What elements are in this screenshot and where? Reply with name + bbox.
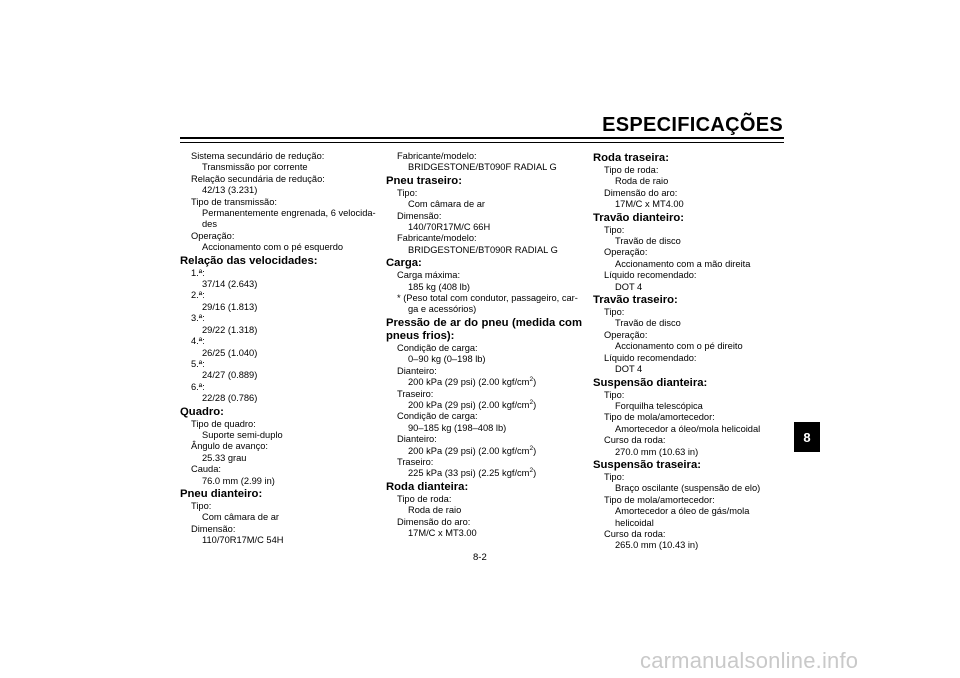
spec-label: Curso da roda: [604, 528, 666, 539]
spec-value: 265.0 mm (10.43 in) [615, 540, 699, 551]
spec-label: 4.ª: [191, 336, 205, 347]
spec-label: Condição de carga: [397, 411, 478, 422]
closing-paren: ) [533, 468, 537, 479]
spec-label: Tipo de quadro: [191, 418, 256, 429]
spec-label: Curso da roda: [604, 435, 666, 446]
spec-value: Braço oscilante (suspensão de elo) [615, 483, 761, 494]
spec-value: Accionamento com o pé esquerdo [202, 242, 344, 253]
spec-label: Traseiro: [397, 388, 434, 399]
section-heading-gear-ratios: Relação das velocidades: [180, 254, 318, 267]
spec-value: Com câmara de ar [202, 512, 279, 523]
spec-value: 76.0 mm (2.99 in) [202, 475, 275, 486]
spec-label: Operação: [604, 329, 648, 340]
spec-value: Amortecedor a óleo de gás/mola helicoidal [615, 506, 750, 528]
spec-value: 140/70R17M/C 66H [408, 222, 491, 233]
spec-value: Transmissão por corrente [202, 162, 308, 173]
spec-value: BRIDGESTONE/BT090F RADIAL G [408, 162, 557, 173]
spec-value: 37/14 (2.643) [202, 279, 258, 290]
spec-value: DOT 4 [615, 281, 643, 292]
spec-label: Líquido recomendado: [604, 270, 697, 281]
spec-value: 24/27 (0.889) [202, 370, 258, 381]
spec-label: 6.ª: [191, 381, 205, 392]
spec-label: 1.ª: [191, 267, 205, 278]
spec-value: Accionamento com o pé direito [615, 341, 743, 352]
superscript: 2 [529, 376, 534, 383]
spec-label: Ângulo de avanço: [191, 441, 269, 452]
spec-label: Tipo: [604, 471, 625, 482]
spec-column-3 [593, 151, 789, 552]
section-heading-frame: Quadro: [180, 405, 224, 418]
spec-value: 90–185 kg (198–408 lb) [408, 422, 507, 433]
closing-paren: ) [533, 377, 537, 388]
header-rule-thin [180, 142, 784, 143]
spec-label: Sistema secundário de redução: [191, 151, 325, 161]
spec-value: 270.0 mm (10.63 in) [615, 446, 699, 457]
spec-label: Tipo de mola/amortecedor: [604, 412, 715, 423]
spec-label: Dimensão: [191, 523, 236, 534]
spec-label: Dianteiro: [397, 434, 437, 445]
spec-value: Permanentemente engrenada, 6 velocida- [202, 208, 376, 219]
spec-column-2 [386, 151, 582, 539]
watermark: carmanualsonline.info [640, 648, 859, 673]
spec-column-1 [180, 151, 376, 547]
spec-label: Operação: [604, 247, 648, 258]
superscript: 2 [529, 444, 534, 452]
superscript: 2 [529, 467, 534, 475]
header-rule-thick [180, 137, 784, 139]
spec-value: 110/70R17M/C 54H [202, 535, 284, 546]
spec-value: BRIDGESTONE/BT090R RADIAL G [408, 244, 558, 255]
spec-label: Tipo: [604, 224, 625, 235]
section-heading-rear-tire: Pneu traseiro: [386, 174, 462, 187]
pressure-text: 200 kPa (29 psi) (2.00 kgf/cm [408, 399, 530, 410]
spec-value [386, 377, 582, 388]
spec-label: 3.ª: [191, 313, 205, 324]
spec-label: Fabricante/modelo: [397, 151, 477, 161]
spec-value: Roda de raio [408, 505, 462, 516]
spec-label: Tipo: [397, 187, 418, 198]
spec-label: Operação: [191, 230, 235, 241]
spec-label: Tipo de transmissão: [191, 196, 277, 207]
spec-value: 17M/C x MT4.00 [615, 199, 684, 210]
spec-value: 0–90 kg (0–198 lb) [408, 354, 486, 365]
pressure-text: 200 kPa (29 psi) (2.00 kgf/cm [408, 377, 530, 388]
pressure-text: 225 kPa (33 psi) (2.25 kgf/cm [408, 468, 530, 479]
spec-label: Cauda: [191, 464, 221, 475]
footnote: * (Peso total com condutor, passageiro, car- [397, 293, 578, 304]
spec-value: Roda de raio [615, 176, 669, 187]
spec-label: 2.ª: [191, 290, 205, 301]
footnote-continued: ga e acessórios) [408, 304, 477, 315]
page-title: ESPECIFICAÇÕES [602, 114, 783, 136]
spec-label: Fabricante/modelo: [397, 233, 477, 244]
closing-paren: ) [533, 399, 537, 410]
spec-value: 185 kg (408 lb) [408, 281, 471, 292]
spec-label: Traseiro: [397, 456, 434, 467]
spec-value: Forquilha telescópica [615, 400, 703, 411]
page-number: 8-2 [473, 552, 487, 563]
spec-value: des [202, 219, 217, 230]
spec-value [386, 400, 582, 411]
spec-value: Travão de disco [615, 318, 681, 329]
section-heading-front-brake: Travão dianteiro: [593, 211, 685, 224]
chapter-tab[interactable]: 8 [794, 422, 820, 452]
spec-label: Tipo de roda: [397, 493, 452, 504]
section-heading-front-suspension: Suspensão dianteira: [593, 376, 708, 389]
spec-value: Amortecedor a óleo/mola helicoidal [615, 423, 761, 434]
spec-label: Dimensão do aro: [397, 516, 471, 527]
spec-label: Tipo: [191, 500, 212, 511]
spec-value: DOT 4 [615, 364, 643, 375]
spec-label: Dimensão: [397, 210, 442, 221]
spec-label: 5.ª: [191, 358, 205, 369]
spec-value: 42/13 (3.231) [202, 185, 258, 196]
section-heading-front-tire: Pneu dianteiro: [180, 487, 263, 500]
section-heading-front-wheel: Roda dianteira: [386, 480, 469, 493]
spec-value: Suporte semi-duplo [202, 429, 283, 440]
superscript: 2 [529, 398, 534, 406]
spec-value: Com câmara de ar [408, 199, 485, 210]
section-heading-rear-suspension: Suspensão traseira: [593, 458, 701, 471]
spec-value [386, 446, 582, 457]
section-heading-load: Carga: [386, 257, 422, 270]
spec-value: Accionamento com a mão direita [615, 258, 751, 269]
spec-value [386, 468, 582, 479]
pressure-text: 200 kPa (29 psi) (2.00 kgf/cm [408, 445, 530, 456]
spec-value: 17M/C x MT3.00 [408, 527, 477, 538]
spec-label: Dimensão do aro: [604, 187, 678, 198]
spec-label: Relação secundária de redução: [191, 173, 325, 184]
spec-label: Tipo de roda: [604, 165, 659, 175]
section-heading-tire-pressure: Pressão de ar do pneu (medida com pneus frios): [386, 316, 582, 342]
closing-paren: ) [533, 445, 537, 456]
spec-label: Tipo: [604, 389, 625, 400]
spec-label: Dianteiro: [397, 365, 437, 376]
spec-label: Tipo de mola/amortecedor: [604, 494, 715, 505]
spec-label: Líquido recomendado: [604, 352, 697, 363]
spec-label: Carga máxima: [397, 270, 461, 281]
spec-value: 25.33 grau [202, 452, 247, 463]
spec-value: 26/25 (1.040) [202, 347, 258, 358]
spec-value: Travão de disco [615, 236, 681, 247]
section-heading-rear-brake: Travão traseiro: [593, 294, 678, 307]
spec-value: 29/22 (1.318) [202, 324, 258, 335]
section-heading-rear-wheel: Roda traseira: [593, 152, 669, 164]
spec-value: 22/28 (0.786) [202, 393, 258, 404]
spec-value: 29/16 (1.813) [202, 301, 258, 312]
spec-label: Condição de carga: [397, 342, 478, 353]
spec-label: Tipo: [604, 307, 625, 318]
